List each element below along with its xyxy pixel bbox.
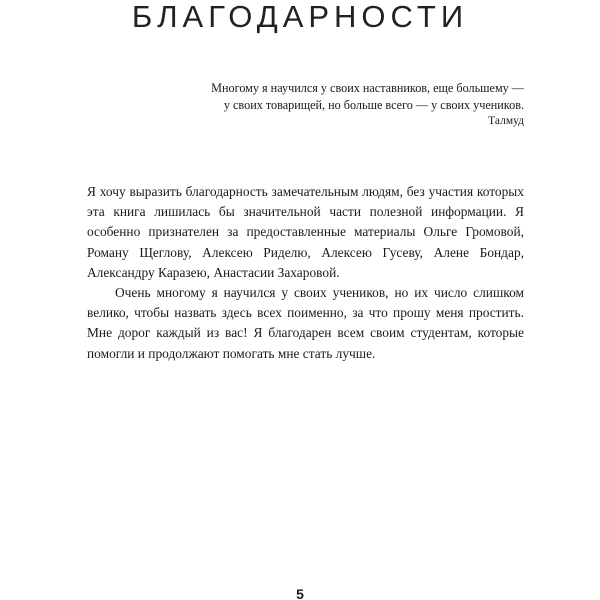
epigraph — [194, 80, 524, 129]
paragraph-students: Очень многому я научился у своих учеников, но их число слишком велико, чтобы назвать здесь всех поименно, за что прошу меня простить. Мне дорог каждый из вас! Я благодарен всем своим студентам, которые помогли и продолжают помогать мне стать лучше. — [87, 285, 524, 361]
page-number: 5 — [296, 586, 304, 600]
body-text — [87, 182, 524, 364]
epigraph-line-2: у своих товарищей, но больше всего — у своих учеников. — [223, 97, 524, 112]
epigraph-source: Талмуд — [488, 115, 524, 127]
paragraph-acknowledgements: Я хочу выразить благодарность замечательным людям, без участия которых эта книга лишилась бы значительной части полезной информации. Я особенно признателен за предоставленные материалы Ольге Громовой, Роману Щеглову, Алексею Риделю, Алексею Гусеву, Алене Бондар, Александру Каразею, Анастасии Захаровой. — [87, 184, 524, 280]
page-title: БЛАГОДАРНОСТИ — [131, 0, 469, 34]
epigraph-line-1: Многому я научился у своих наставников, еще большему — — [211, 81, 524, 95]
